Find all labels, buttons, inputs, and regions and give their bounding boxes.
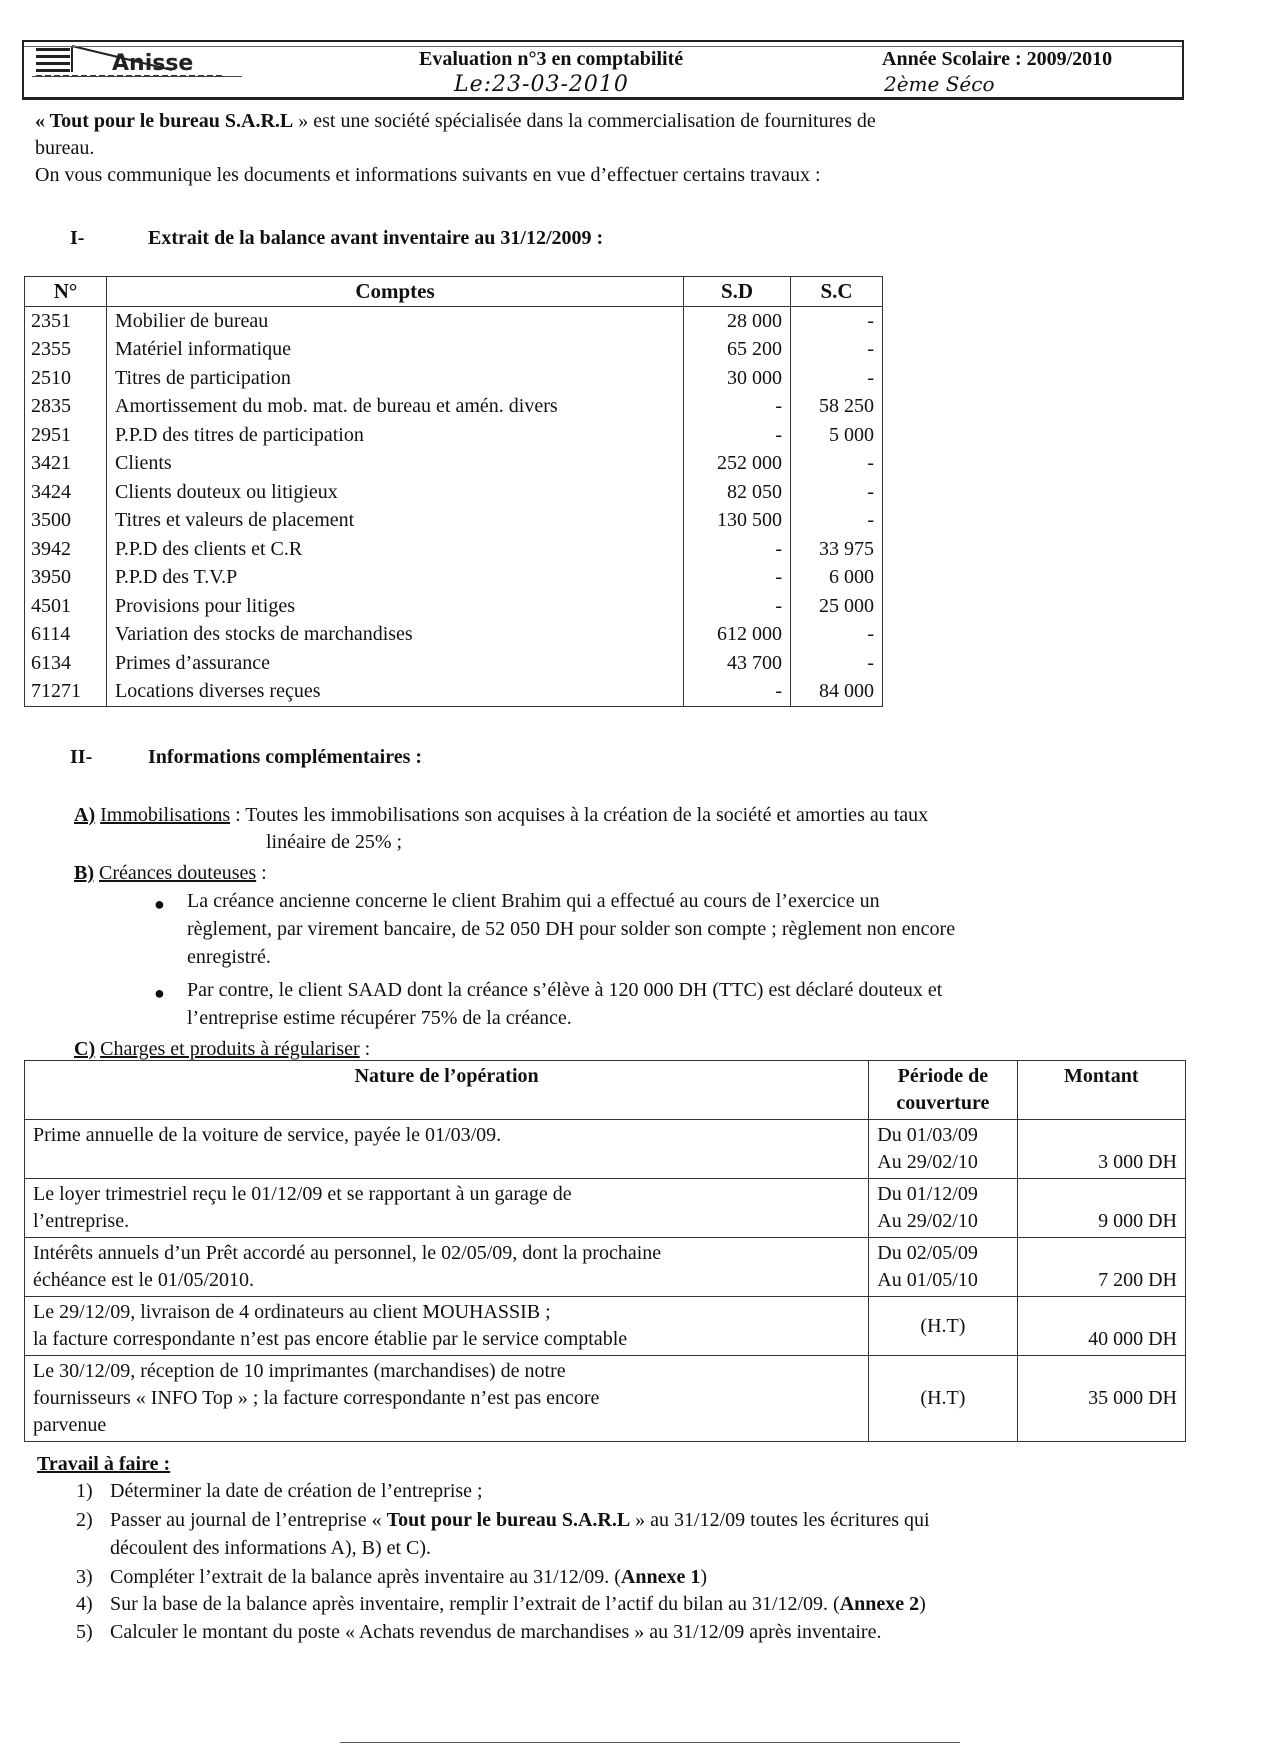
table-row <box>25 677 883 706</box>
intro-line-2: bureau. <box>35 137 95 159</box>
credit-balance: 5 000 <box>791 421 883 450</box>
table-row <box>25 1297 1186 1356</box>
exam-date: Le:23-03-2010 <box>454 72 629 97</box>
work-item-4-text <box>110 1591 926 1618</box>
coverage-period: Du 01/12/09 Au 29/02/10 <box>869 1179 1017 1238</box>
account-name: Matériel informatique <box>107 335 684 364</box>
credit-balance: 6 000 <box>791 563 883 592</box>
table-row <box>25 392 883 421</box>
work-item-5-text: Calculer le montant du poste « Achats revendus de marchandises » au 31/12/09 après inventaire. <box>110 1621 882 1643</box>
section-1-title: Extrait de la balance avant inventaire au 31/12/2009 : <box>148 227 604 249</box>
table-row <box>25 1238 1186 1297</box>
col-header-accounts: Comptes <box>107 277 684 307</box>
account-number: 71271 <box>25 677 107 706</box>
account-name: P.P.D des titres de participation <box>107 421 684 450</box>
balance-table <box>24 276 883 707</box>
col-header-amount: Montant <box>1017 1061 1185 1120</box>
account-number: 6114 <box>25 620 107 649</box>
table-row <box>25 620 883 649</box>
debit-balance: - <box>684 563 791 592</box>
col-header-number: N° <box>25 277 107 307</box>
credit-balance: 33 975 <box>791 535 883 564</box>
bullet-icon: ● <box>154 894 165 914</box>
exam-title: Evaluation n°3 en comptabilité <box>419 48 684 70</box>
operation-nature: Le 29/12/09, livraison de 4 ordinateurs au client MOUHASSIB ; la facture correspondante n’est pas encore établie par le service comptable <box>25 1297 869 1356</box>
balance-header-row <box>25 277 883 307</box>
info-c-suffix: : <box>359 1038 371 1060</box>
operation-amount: 3 000 DH <box>1017 1120 1185 1179</box>
account-name: Clients douteux ou litigieux <box>107 478 684 507</box>
credit-balance: - <box>791 506 883 535</box>
logo-text: Anisse <box>112 51 194 76</box>
section-2-number: II- <box>70 746 93 768</box>
work-item-2-text <box>110 1507 930 1534</box>
info-c-title: Charges et produits à régulariser <box>100 1038 360 1060</box>
credit-balance: 25 000 <box>791 592 883 621</box>
debit-balance: - <box>684 392 791 421</box>
credit-balance: - <box>791 449 883 478</box>
bullet-icon: ● <box>154 983 165 1003</box>
header-box <box>22 40 1184 100</box>
info-c-heading <box>74 1036 370 1063</box>
class-level: 2ème Séco <box>884 72 995 96</box>
table-row <box>25 478 883 507</box>
account-number: 6134 <box>25 649 107 678</box>
bullet-2-line-2: l’entreprise estime récupérer 75% de la créance. <box>187 1007 572 1029</box>
credit-balance: - <box>791 306 883 335</box>
work-item-5-number: 5) <box>76 1621 93 1643</box>
account-number: 3421 <box>25 449 107 478</box>
info-a-title: Immobilisations <box>100 804 231 826</box>
table-row <box>25 1120 1186 1179</box>
table-row <box>25 506 883 535</box>
annex-2-label: Annexe 2 <box>839 1593 920 1615</box>
account-name: Provisions pour litiges <box>107 592 684 621</box>
coverage-period: (H.T) <box>869 1297 1017 1356</box>
debit-balance: 43 700 <box>684 649 791 678</box>
table-row <box>25 306 883 335</box>
credit-balance: 58 250 <box>791 392 883 421</box>
work-item-2-company: Tout pour le bureau S.A.R.L <box>386 1509 631 1531</box>
operation-nature: Intérêts annuels d’un Prêt accordé au personnel, le 02/05/09, dont la prochaine échéance est le 01/05/2010. <box>25 1238 869 1297</box>
account-name: P.P.D des clients et C.R <box>107 535 684 564</box>
info-c-label: C) <box>74 1038 96 1060</box>
bullet-2-line-1: Par contre, le client SAAD dont la créance s’élève à 120 000 DH (TTC) est déclaré douteux et <box>187 979 943 1001</box>
account-number: 3500 <box>25 506 107 535</box>
account-name: P.P.D des T.V.P <box>107 563 684 592</box>
debit-balance: - <box>684 535 791 564</box>
work-item-2-line-2: découlent des informations A), B) et C). <box>110 1537 432 1559</box>
info-b-label: B) <box>74 862 94 884</box>
account-number: 2355 <box>25 335 107 364</box>
account-name: Clients <box>107 449 684 478</box>
account-number: 2351 <box>25 306 107 335</box>
credit-balance: - <box>791 620 883 649</box>
table-row <box>25 421 883 450</box>
info-a-label: A) <box>74 804 96 826</box>
school-logo <box>32 44 232 84</box>
credit-balance: - <box>791 478 883 507</box>
info-b-suffix: : <box>256 862 267 884</box>
account-name: Locations diverses reçues <box>107 677 684 706</box>
table-row <box>25 335 883 364</box>
operation-amount: 9 000 DH <box>1017 1179 1185 1238</box>
debit-balance: 612 000 <box>684 620 791 649</box>
footer-rule <box>340 1742 960 1743</box>
credit-balance: - <box>791 335 883 364</box>
work-item-1-text: Déterminer la date de création de l’entreprise ; <box>110 1480 483 1502</box>
table-row <box>25 1356 1186 1442</box>
account-number: 2510 <box>25 364 107 393</box>
work-item-1-number: 1) <box>76 1480 93 1502</box>
table-row <box>25 1179 1186 1238</box>
debit-balance: - <box>684 421 791 450</box>
info-a-text: : Toutes les immobilisations son acquises à la création de la société et amorties au taux <box>230 804 929 826</box>
account-name: Titres de participation <box>107 364 684 393</box>
info-a-line-2: linéaire de 25% ; <box>266 831 403 853</box>
work-item-3-text <box>110 1564 707 1591</box>
col-header-period: Période de couverture <box>869 1061 1017 1120</box>
table-row <box>25 535 883 564</box>
account-name: Primes d’assurance <box>107 649 684 678</box>
debit-balance: 82 050 <box>684 478 791 507</box>
operation-nature: Le 30/12/09, réception de 10 imprimantes (marchandises) de notre fournisseurs « INFO Top » ; la facture correspondante n’est pas encore parvenue <box>25 1356 869 1442</box>
school-year: Année Scolaire : 2009/2010 <box>882 48 1113 70</box>
account-name: Titres et valeurs de placement <box>107 506 684 535</box>
col-header-debit: S.D <box>684 277 791 307</box>
reg-header-row <box>25 1061 1186 1120</box>
table-row <box>25 592 883 621</box>
work-item-2-number: 2) <box>76 1509 93 1531</box>
account-name: Mobilier de bureau <box>107 306 684 335</box>
credit-balance: - <box>791 649 883 678</box>
work-item-3-pre: Compléter l’extrait de la balance après inventaire au 31/12/09. ( <box>110 1566 621 1588</box>
debit-balance: - <box>684 677 791 706</box>
coverage-period: (H.T) <box>869 1356 1017 1442</box>
account-name: Variation des stocks de marchandises <box>107 620 684 649</box>
work-title: Travail à faire : <box>37 1453 171 1475</box>
work-item-3-number: 3) <box>76 1566 93 1588</box>
section-2-title: Informations complémentaires : <box>148 746 423 768</box>
account-number: 3950 <box>25 563 107 592</box>
account-name: Amortissement du mob. mat. de bureau et amén. divers <box>107 392 684 421</box>
operation-nature: Prime annuelle de la voiture de service, payée le 01/03/09. <box>25 1120 869 1179</box>
work-item-4-post: ) <box>919 1593 926 1615</box>
operation-amount: 7 200 DH <box>1017 1238 1185 1297</box>
debit-balance: 65 200 <box>684 335 791 364</box>
intro-text: » est une société spécialisée dans la commercialisation de fournitures de <box>293 110 876 132</box>
coverage-period: Du 01/03/09 Au 29/02/10 <box>869 1120 1017 1179</box>
debit-balance: - <box>684 592 791 621</box>
debit-balance: 30 000 <box>684 364 791 393</box>
table-row <box>25 649 883 678</box>
annex-1-label: Annexe 1 <box>620 1566 701 1588</box>
regularisation-table <box>24 1060 1186 1442</box>
work-item-2-post: » au 31/12/09 toutes les écritures qui <box>630 1509 930 1531</box>
intro-line-1 <box>35 108 876 135</box>
account-number: 2951 <box>25 421 107 450</box>
account-number: 3942 <box>25 535 107 564</box>
operation-nature: Le loyer trimestriel reçu le 01/12/09 et se rapportant à un garage de l’entreprise. <box>25 1179 869 1238</box>
table-row <box>25 364 883 393</box>
debit-balance: 130 500 <box>684 506 791 535</box>
info-b-title: Créances douteuses <box>99 862 257 884</box>
bullet-1-line-1: La créance ancienne concerne le client Brahim qui a effectué au cours de l’exercice un <box>187 890 880 912</box>
work-item-4-number: 4) <box>76 1593 93 1615</box>
debit-balance: 28 000 <box>684 306 791 335</box>
account-number: 3424 <box>25 478 107 507</box>
company-name: « Tout pour le bureau S.A.R.L <box>35 110 294 132</box>
info-b-heading <box>74 860 267 887</box>
work-item-3-post: ) <box>700 1566 708 1588</box>
work-item-4-pre: Sur la base de la balance après inventaire, remplir l’extrait de l’actif du bilan au 31/12/09. ( <box>110 1593 840 1615</box>
table-row <box>25 449 883 478</box>
work-item-2-pre: Passer au journal de l’entreprise « <box>110 1509 387 1531</box>
info-a-line-1 <box>74 802 928 829</box>
credit-balance: - <box>791 364 883 393</box>
col-header-credit: S.C <box>791 277 883 307</box>
operation-amount: 35 000 DH <box>1017 1356 1185 1442</box>
section-1-number: I- <box>70 227 85 249</box>
bullet-1-line-2: règlement, par virement bancaire, de 52 050 DH pour solder son compte ; règlement non encore <box>187 918 956 940</box>
table-row <box>25 563 883 592</box>
coverage-period: Du 02/05/09 Au 01/05/10 <box>869 1238 1017 1297</box>
header-rule <box>32 76 242 77</box>
intro-line-3: On vous communique les documents et informations suivants en vue d’effectuer certains travaux : <box>35 164 821 186</box>
operation-amount: 40 000 DH <box>1017 1297 1185 1356</box>
credit-balance: 84 000 <box>791 677 883 706</box>
col-header-nature: Nature de l’opération <box>25 1061 869 1120</box>
account-number: 2835 <box>25 392 107 421</box>
account-number: 4501 <box>25 592 107 621</box>
debit-balance: 252 000 <box>684 449 791 478</box>
bullet-1-line-3: enregistré. <box>187 946 271 968</box>
